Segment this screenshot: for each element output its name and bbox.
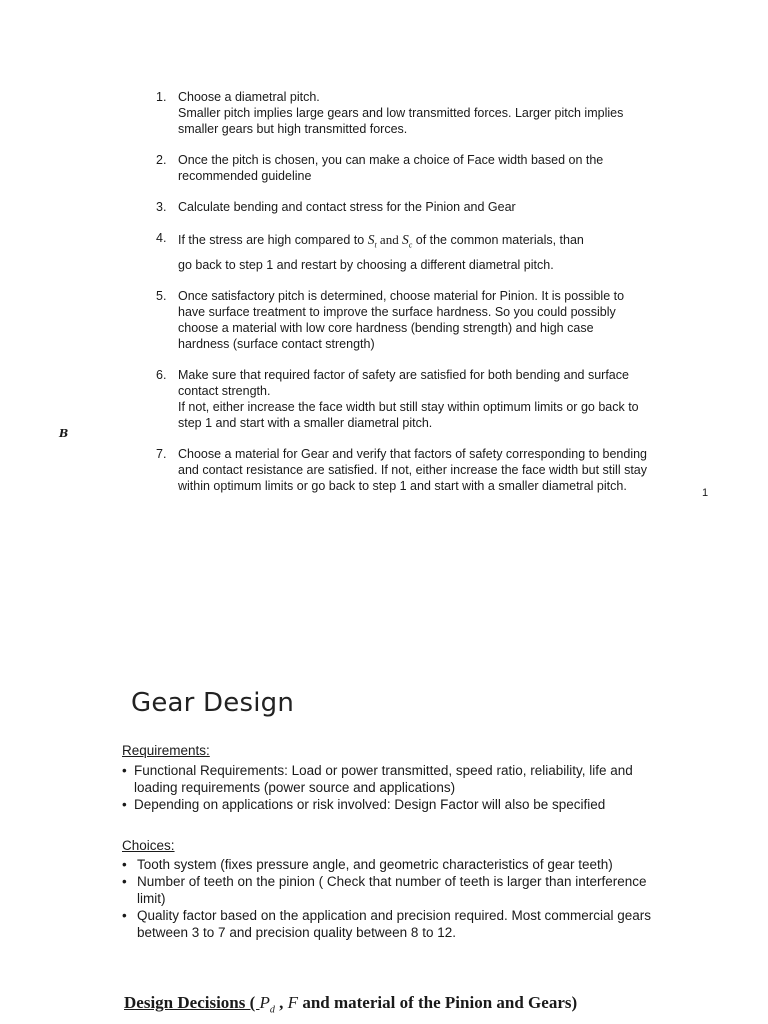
step-number: 5. <box>156 288 167 303</box>
symbol-sc: $S_c$ <box>401 232 413 250</box>
step-number: 3. <box>156 200 167 214</box>
slide-title: Gear Design <box>131 688 294 718</box>
step-number: 1. <box>156 90 167 104</box>
list-item: • Tooth system (fixes pressure angle, and geometric characteristics of gear teeth) <box>122 856 652 873</box>
step-item <box>156 367 648 431</box>
choices-list <box>122 856 652 941</box>
step-text: Smaller pitch implies large gears and low transmitted forces. Larger pitch implies smaller gears but high transmitted forces. <box>178 106 624 136</box>
step-number: 7. <box>156 446 167 461</box>
list-item: • Functional Requirements: Load or power transmitted, speed ratio, reliability, life and loading requirements (power source and applications) <box>122 762 652 796</box>
page-number: 1 <box>702 487 709 499</box>
margin-mark: B <box>59 427 69 440</box>
step-text-pre: If the stress are high compared to <box>178 233 368 247</box>
step-number: 2. <box>156 153 167 167</box>
list-item: • Quality factor based on the application and precision required. Most commercial gears between 3 to 7 and precision quality between 8 to 12. <box>122 907 652 941</box>
choices-heading: Choices: <box>122 838 175 853</box>
step-item <box>156 446 648 494</box>
and-word: and <box>376 232 402 247</box>
list-item: • Depending on applications or risk involved: Design Factor will also be specified <box>122 796 652 813</box>
symbol-pd: $P_d$ <box>259 993 275 1016</box>
requirements-list <box>122 762 652 813</box>
step-text: Calculate bending and contact stress for the Pinion and Gear <box>178 200 516 214</box>
step-text <box>178 230 648 256</box>
footer-prefix: Design Decisions ( <box>124 993 260 1012</box>
requirements-heading: Requirements: <box>122 743 210 758</box>
step-text: Choose a material for Gear and verify that factors of safety corresponding to bending and contact resistance are satisfied. If not, either increase the face width but still stay within optimum limits or go back to step 1 and start with a smaller diametral pitch. <box>178 446 648 493</box>
step-text: go back to step 1 and restart by choosing a different diametral pitch. <box>178 257 554 272</box>
step-text: Once satisfactory pitch is determined, choose material for Pinion. It is possible to have surface treatment to improve the surface hardness. So you could possibly choose a material with low core hardness (bending strength) and high case hardness (surface contact strength) <box>178 288 625 351</box>
step-item <box>156 230 648 273</box>
design-decisions-heading <box>124 993 577 1015</box>
list-item: • Number of teeth on the pinion ( Check that number of teeth is larger than interference limit) <box>122 873 652 907</box>
step-number: 4. <box>156 231 167 245</box>
step-item <box>156 89 648 137</box>
step-text: If not, either increase the face width but still stay within optimum limits or go back to step 1 and start with a smaller diametral pitch. <box>178 399 639 430</box>
symbol-st: $S_t$ <box>367 232 377 250</box>
symbol-f: F <box>287 993 299 1012</box>
step-item <box>156 199 648 215</box>
step-item <box>156 288 648 352</box>
step-text: Make sure that required factor of safety are satisfied for both bending and surface contact strength. <box>178 367 629 398</box>
step-item <box>156 152 648 184</box>
step-text: Once the pitch is chosen, you can make a choice of Face width based on the recommended guideline <box>178 153 604 183</box>
steps-list <box>156 89 648 509</box>
footer-suffix: and material of the Pinion and Gears) <box>298 993 578 1012</box>
step-number: 6. <box>156 367 167 382</box>
footer-comma: , <box>274 993 288 1012</box>
step-text-post: of the common materials, than <box>412 233 584 247</box>
step-text: Choose a diametral pitch. <box>178 90 320 104</box>
